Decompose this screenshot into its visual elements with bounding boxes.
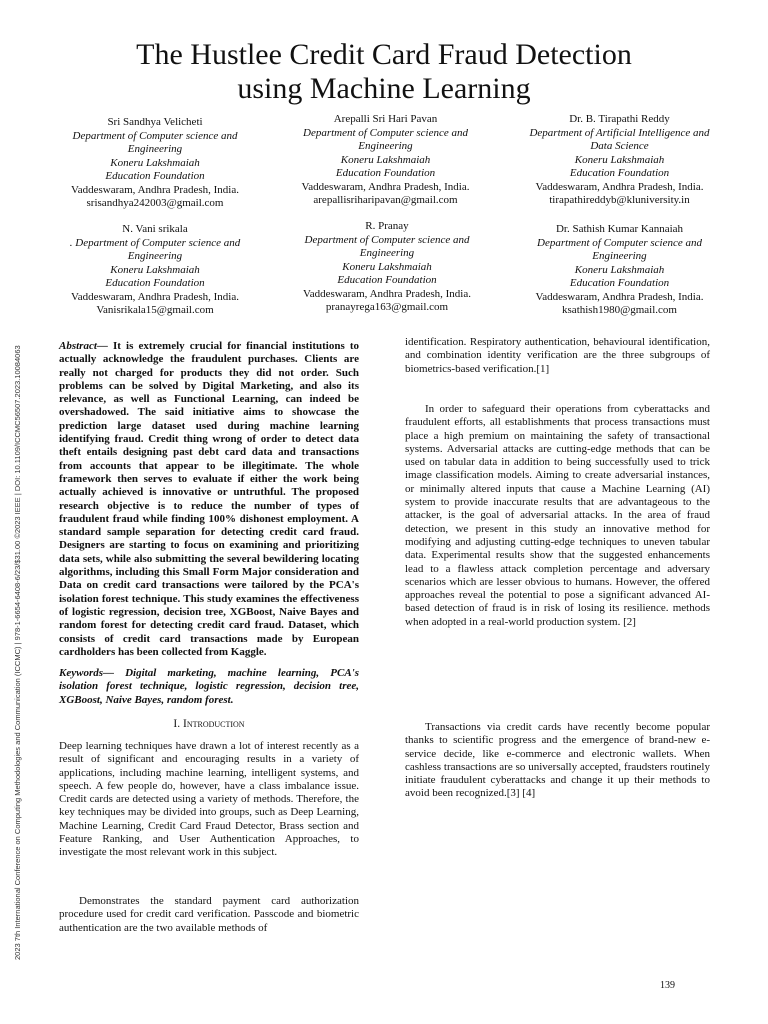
abstract [59, 340, 359, 659]
author-department: . Department of Computer science and Engineering [69, 236, 241, 262]
keywords: Keywords— Digital marketing, machine learning, PCA's isolation forest technique, logistic regression, decision tree, XGBoost, Naive Bayes, random forest. [59, 667, 359, 706]
author-address: Vaddeswaram, Andhra Pradesh, India. [535, 180, 704, 193]
author-university: Koneru Lakshmaiah [574, 263, 665, 276]
section-heading: I. Introduction [173, 718, 245, 730]
author-email: srisandhya242003@gmail.com [86, 197, 224, 209]
author-address: Vaddeswaram, Andhra Pradesh, India. [535, 290, 704, 303]
author-email: tirapathireddyb@kluniversity.in [549, 194, 690, 206]
author-block [55, 223, 255, 318]
author-name: Sri Sandhya Velicheti [107, 116, 203, 128]
author-address: Vaddeswaram, Andhra Pradesh, India. [70, 290, 239, 303]
author-block [522, 223, 717, 318]
author-foundation: Education Foundation [569, 277, 670, 289]
author-name: R. Pranay [365, 220, 409, 232]
author-address: Vaddeswaram, Andhra Pradesh, India. [70, 183, 239, 196]
page-number: 139 [660, 980, 675, 991]
author-email: arepallisriharipavan@gmail.com [313, 194, 458, 206]
author-name: Arepalli Sri Hari Pavan [333, 113, 438, 125]
body-paragraph: In order to safeguard their operations from cyberattacks and fraudulent efforts, all establishments that process transactions must place a high premium on maintaining the safety of transactional systems. Adversarial attacks are cutting-edge methods that can be used on tabular data in addition to being successfully used to trick image classification models. Aiming to create adversarial instances, or minimally altered inputs that cause a Machine Learning (AI) system to provide inaccurate results that are advantageous to the attacker, is the goal of adversarial attacks. In the area of fraud detection, we present in this study an innovative method for modifying and adjusting cutting-edge techniques to uneven tabular data. Experimental results show that the suggested enhancements lead to a flawless attack completion percentage and adversary scenarios which are lesser obvious to humans. However, the offered approaches reveal the potential to pose a significant advanced AI-based detection of fraud is in risk of losing its resilience. methods when adopted in a real-world production system. [2] [405, 403, 710, 628]
author-name: Dr. B. Tirapathi Reddy [569, 113, 670, 125]
body-paragraph: Transactions via credit cards have recently become popular thanks to scientific progress and the emergence of brand-new e-service decide, like e-commerce and electronic wallets. When cashless transactions are so universally accepted, fraudsters routinely initiate fraudulent cyberattacks and change it up their methods to avoid been recognized.[3] [4] [405, 721, 710, 800]
author-foundation: Education Foundation [569, 167, 670, 179]
author-department: Department of Computer science and Engineering [72, 129, 238, 155]
paper-title [60, 38, 708, 106]
intro-paragraph: Demonstrates the standard payment card authorization procedure used for credit card verification. Passcode and biometric authentication are the two available methods of [59, 895, 359, 934]
author-block [55, 116, 255, 211]
body-paragraph: identification. Respiratory authentication, behavioural identification, and combination identity verification are the three subgroups of biometrics-based verification.[1] [405, 336, 710, 375]
author-foundation: Education Foundation [335, 167, 436, 179]
author-foundation: Education Foundation [105, 170, 205, 182]
author-foundation: Education Foundation [105, 277, 205, 289]
abstract-label: Abstract— [59, 340, 108, 352]
author-university: Koneru Lakshmaiah [340, 153, 431, 166]
abstract-text: It is extremely crucial for financial institutions to actually acknowledge the fraudulent purchases. Clients are really not charged for products they did not order. Such problems can be solved by Digital Marketing, and also its relevance, as well as Functional Learning, can indeed be overshadowed. The said initiative aims to showcase the prediction large dataset used during machine learning identifying fraud. Credit thing wrong of order to detect data theft entails designing past debt card data and transactions from accounts that appear to be illegitimate. The whole framework then serves to evaluate if either the work being actually achieved is innovative or untruthful. The proposed research objective is to reduce the number of types of fraudulent fraud while finding 100% dishonest employment. A standard sample separation for detecting credit card fraud. Designers are starting to focus on examining and prioritizing data sets, while also submitting the several bewildering locating algorithms, including this Small Form Major consideration and Data on credit card transactions were tailored by the PCA's isolation forest technique. This study examines the effectiveness of logistic regression, decision tree, XGBoost, Naive Bayes and random forest for detecting credit card fraud. Dataset, which consists of credit card transactions made by European cardholders has been collected from Kaggle. [59, 340, 359, 658]
author-email: pranayrega163@gmail.com [325, 301, 449, 313]
author-department: Department of Computer science and Engineering [537, 236, 702, 262]
author-department: Department of Artificial Intelligence and Data Science [529, 126, 710, 152]
author-name: N. Vani srikala [122, 223, 188, 235]
author-address: Vaddeswaram, Andhra Pradesh, India. [302, 287, 471, 300]
author-university: Koneru Lakshmaiah [574, 153, 665, 166]
author-university: Koneru Lakshmaiah [110, 156, 200, 169]
author-email: ksathish1980@gmail.com [562, 304, 677, 316]
title-line-1: The Hustlee Credit Card Fraud Detection [136, 38, 632, 71]
author-department: Department of Computer science and Engineering [303, 126, 468, 152]
author-university: Koneru Lakshmaiah [110, 263, 200, 276]
author-block [522, 113, 717, 208]
intro-paragraph: Deep learning techniques have drawn a lot of interest recently as a result of significant and encouraging results in a variety of applications, including machine learning, intelligent systems, and speech. A few people do, however, have a class imbalance issue. Credit cards are detected using a variety of methods. Therefore, the key techniques may be divided into groups, such as Deep Learning, Machine Learning, Credit Card Fraud Detector, Brass section and Feature Ranking, and User Authentication Approaches, to investigate the most relevant work in this subject. [59, 740, 359, 859]
author-email: Vanisrikala15@gmail.com [96, 304, 214, 316]
title-line-2: using Machine Learning [237, 72, 531, 105]
author-foundation: Education Foundation [337, 274, 437, 286]
author-university: Koneru Lakshmaiah [342, 260, 432, 273]
author-block [288, 113, 483, 208]
author-department: Department of Computer science and Engineering [304, 233, 470, 259]
author-name: Dr. Sathish Kumar Kannaiah [555, 223, 684, 235]
doi-side-note: 2023 7th International Conference on Computing Methodologies and Communication (ICCMC) | 978-1-6654-6408-6/23/$31.00 ©2023 IEEE | DOI: 10.1109/ICCMC56507.2023.10084063 [13, 345, 22, 960]
author-address: Vaddeswaram, Andhra Pradesh, India. [301, 180, 470, 193]
author-block [292, 220, 482, 315]
